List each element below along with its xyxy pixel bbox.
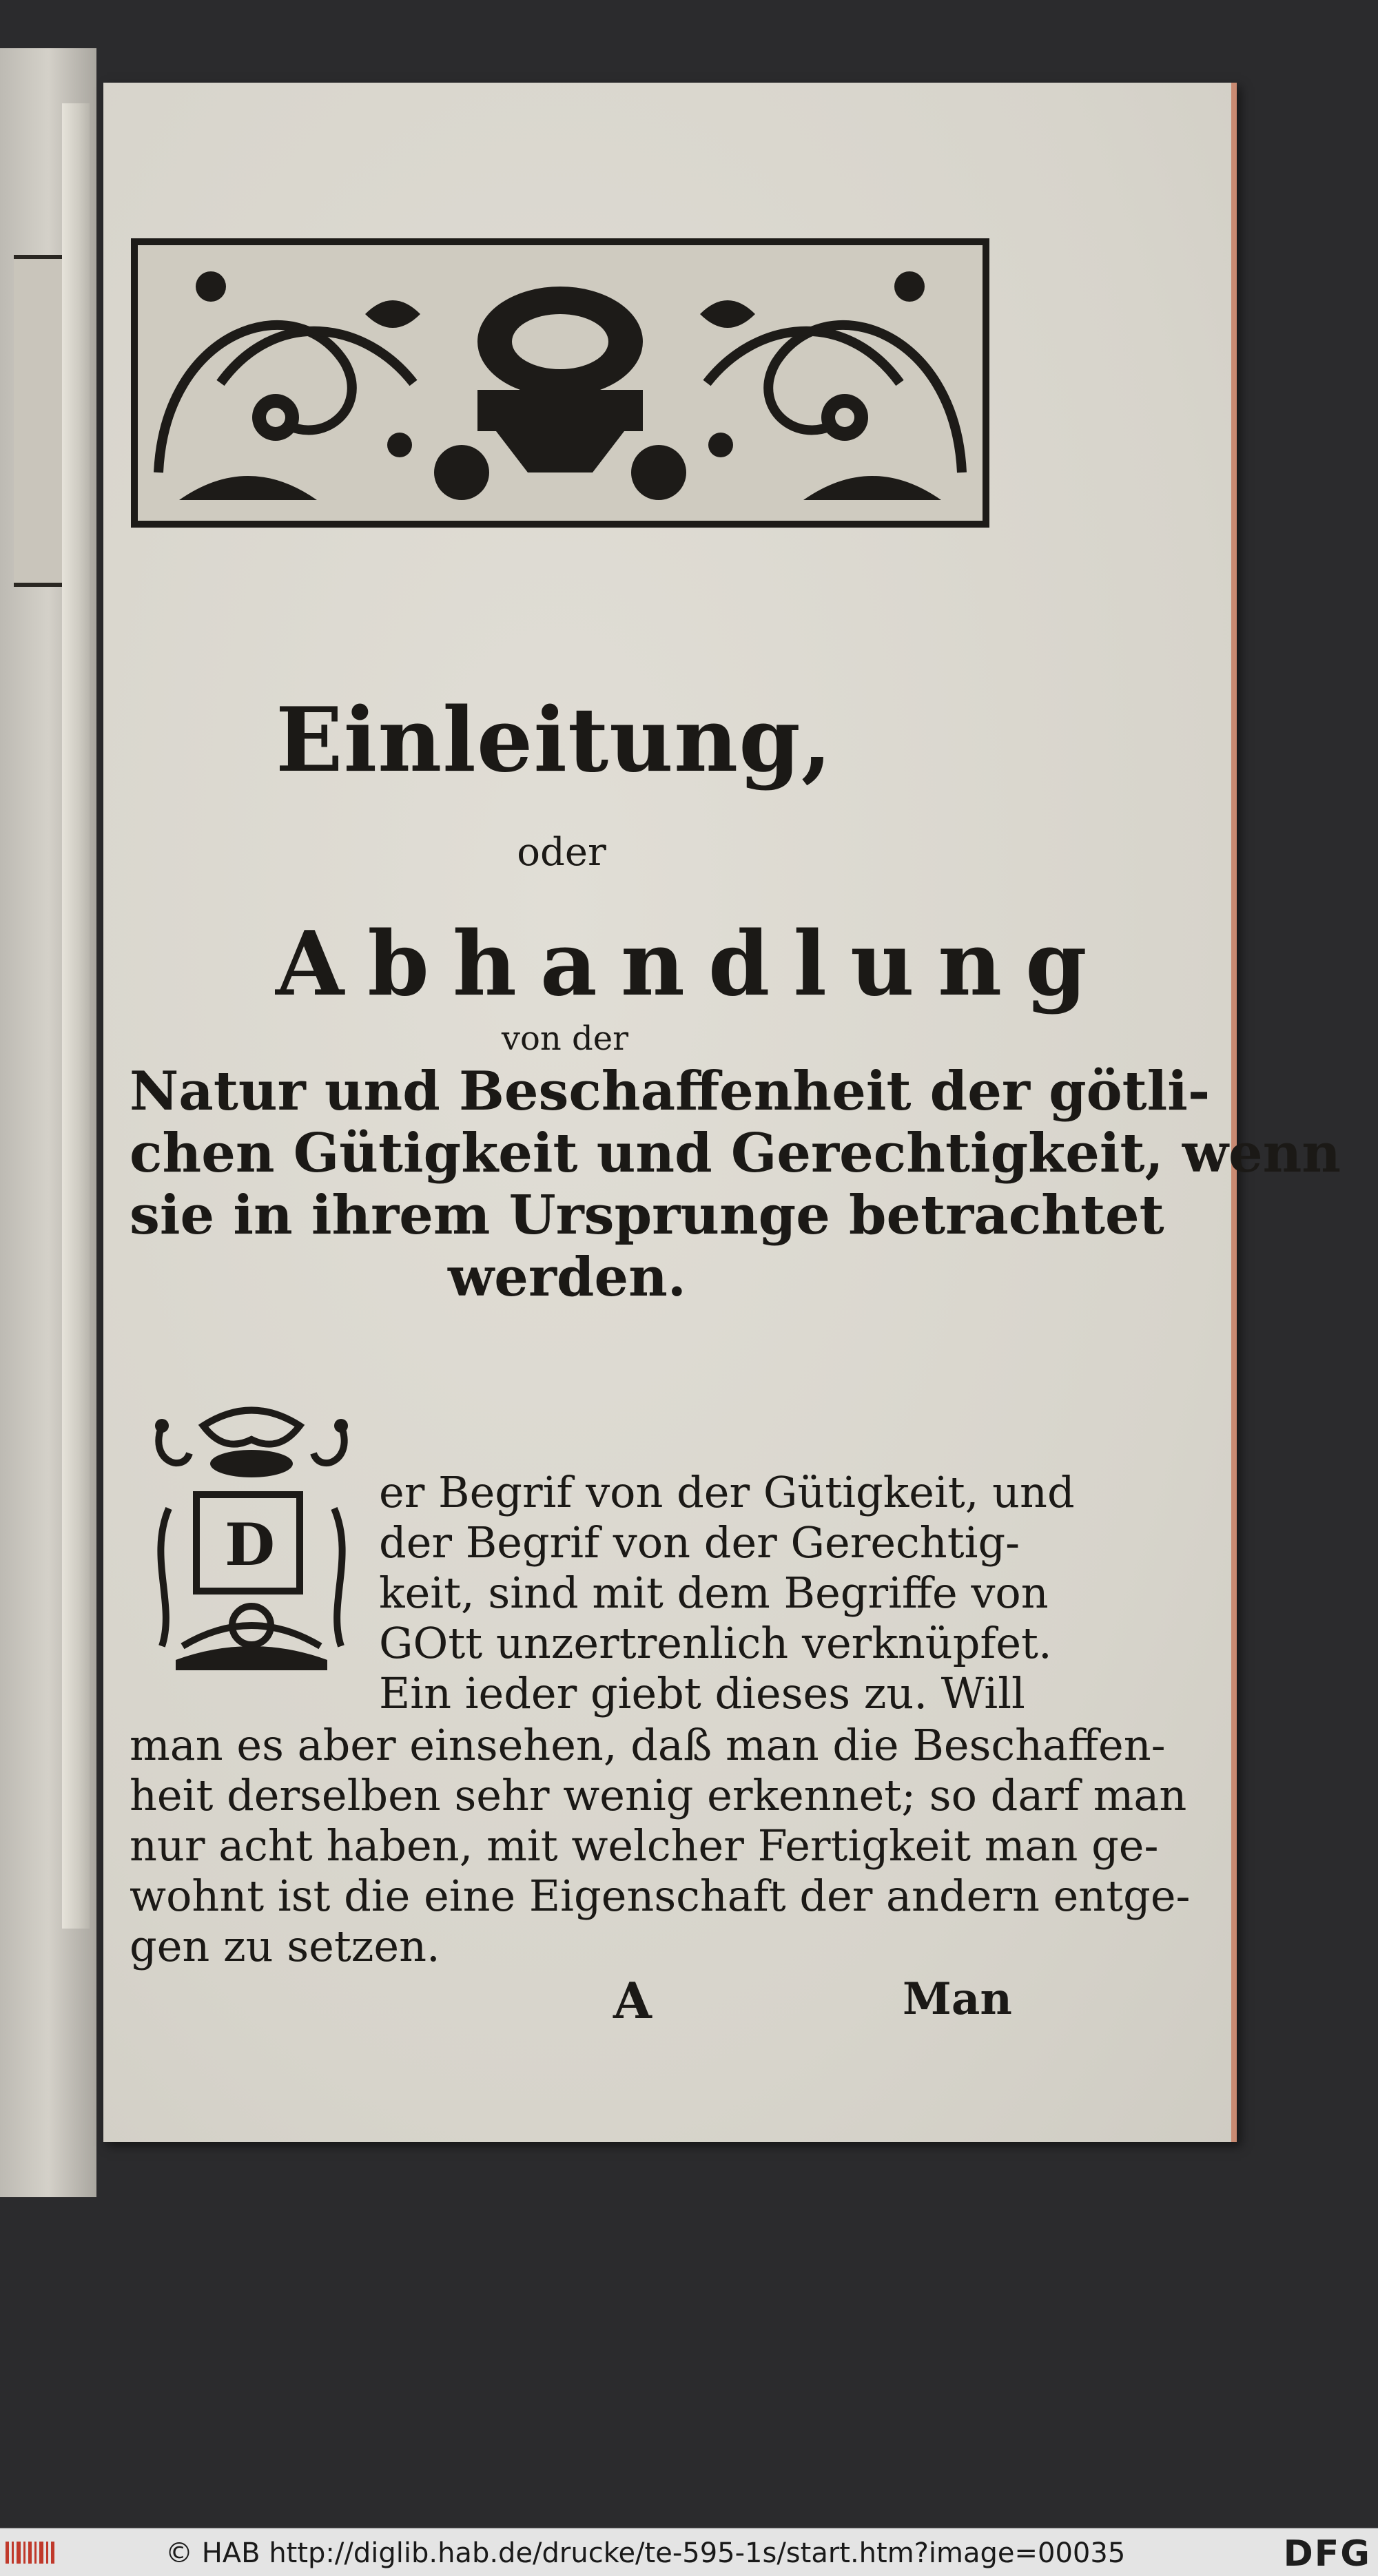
body-line: man es aber einsehen, daß man die Beschaffen- xyxy=(130,1720,1166,1770)
subtitle-line: Natur und Beschaffenheit der götli- xyxy=(130,1060,1211,1123)
subtitle xyxy=(130,1060,1341,1309)
body-line: gen zu setzen. xyxy=(130,1921,440,1971)
body-line: heit derselben sehr wenig erkennet; so darf man xyxy=(130,1770,1187,1820)
heading-connector-von-der: von der xyxy=(501,1019,629,1058)
footer-copyright-url: © HAB http://diglib.hab.de/drucke/te-595-1s/start.htm?image=00035 xyxy=(165,2537,1126,2569)
initial-letter: D xyxy=(225,1510,275,1579)
floral-ornament-icon xyxy=(138,245,983,521)
signature-mark: A xyxy=(613,1971,652,2030)
paper-strip xyxy=(62,103,90,1929)
heading-abhandlung: Abhandlung xyxy=(276,913,1111,1016)
body-indented-block xyxy=(379,1467,1075,1718)
body-line: Ein ieder giebt dieses zu. Will xyxy=(379,1668,1025,1718)
heading-connector-oder: oder xyxy=(517,830,606,875)
headpiece-ornament xyxy=(131,238,989,528)
decorated-initial xyxy=(141,1398,358,1674)
subtitle-line: werden. xyxy=(448,1246,686,1309)
body-full-block xyxy=(130,1720,1191,1971)
subtitle-line: sie in ihrem Ursprunge betrachtet xyxy=(130,1184,1164,1247)
catchword: Man xyxy=(903,1973,1012,2025)
body-line: keit, sind mit dem Begriffe von xyxy=(379,1568,1049,1618)
hab-barcode-logo-icon xyxy=(6,2539,59,2566)
dfg-logo: DFG xyxy=(1283,2533,1371,2575)
subtitle-line: chen Gütigkeit und Gerechtigkeit, wenn xyxy=(130,1122,1341,1185)
body-line: wohnt ist die eine Eigenschaft der andern entge- xyxy=(130,1871,1191,1921)
book-page xyxy=(103,83,1341,2142)
body-line: GOtt unzertrenlich verknüpfet. xyxy=(379,1618,1052,1668)
viewer-footer xyxy=(0,2528,1378,2576)
body-line: der Begrif von der Gerechtig- xyxy=(379,1517,1020,1568)
body-line: er Begrif von der Gütigkeit, und xyxy=(379,1467,1075,1517)
body-line: nur acht haben, mit welcher Fertigkeit man ge- xyxy=(130,1820,1159,1871)
heading-einleitung: Einleitung, xyxy=(276,689,833,792)
